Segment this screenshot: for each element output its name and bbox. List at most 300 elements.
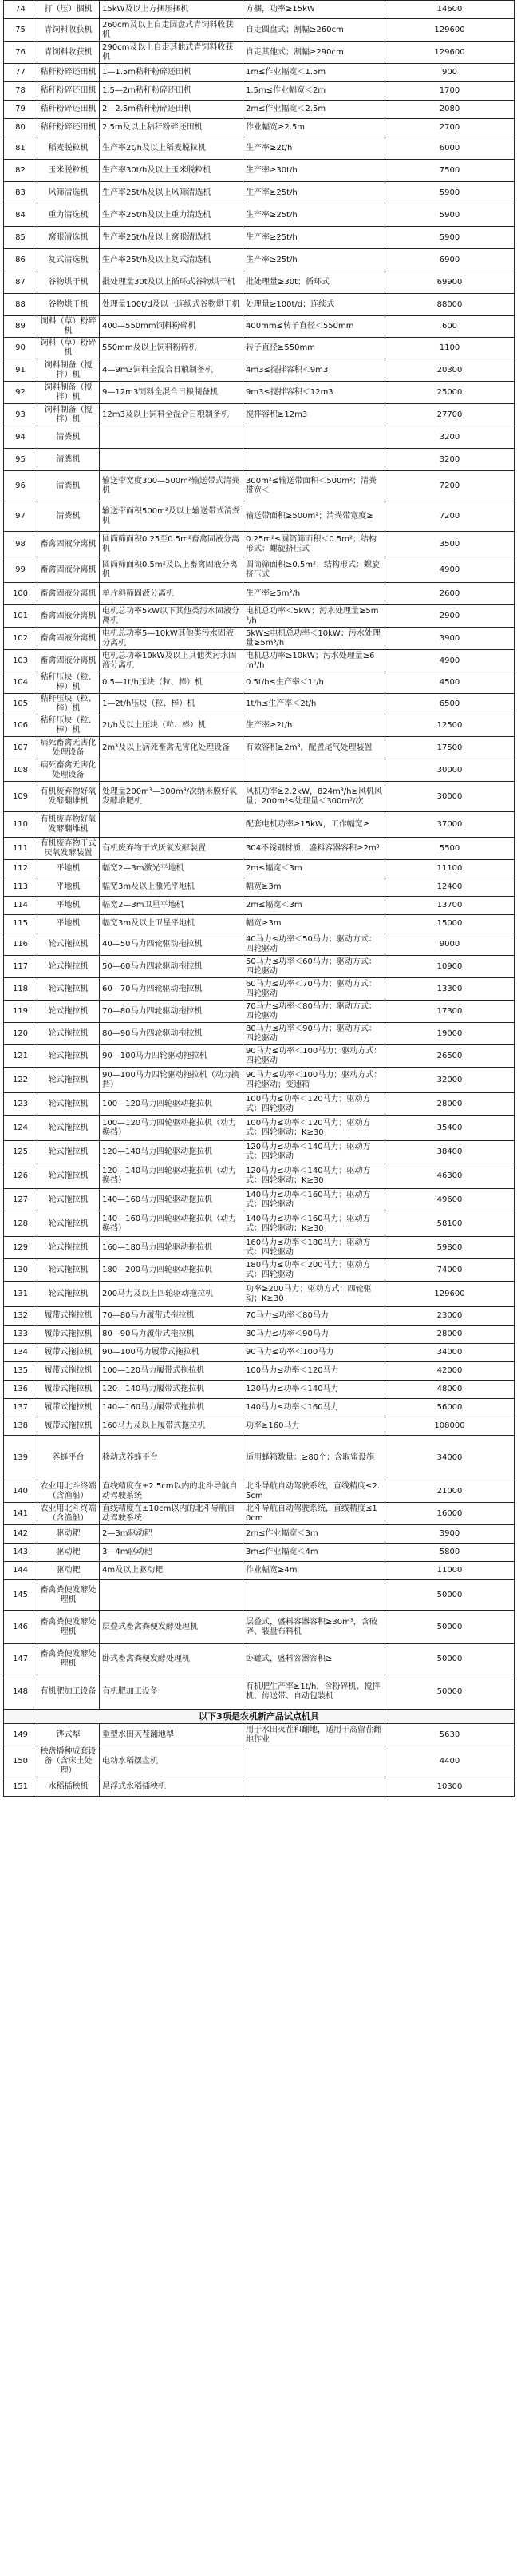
- item-name-cell: 批处理量30t及以上循环式谷物烘干机: [100, 271, 243, 294]
- item-name-cell: 幅宽3m及以上卫星平地机: [100, 915, 243, 933]
- table-row: [4, 227, 515, 249]
- spec-cell: 9m3≤搅拌容积＜12m3: [243, 382, 385, 404]
- row-number: 121: [4, 1045, 37, 1068]
- item-name-cell: 12m3及以上饲料全混合日粮制备机: [100, 404, 243, 426]
- table-row: [4, 1045, 515, 1068]
- table-row: [4, 1, 515, 19]
- spec-cell: 2m≤幅宽＜3m: [243, 860, 385, 878]
- table-row: [4, 878, 515, 897]
- spec-cell: [243, 449, 385, 471]
- spec-cell: 1m≤作业幅宽＜1.5m: [243, 64, 385, 82]
- spec-cell: 作业幅宽≥2.5m: [243, 119, 385, 137]
- table-body: [4, 1, 515, 1797]
- price-cell: 34000: [385, 1436, 515, 1480]
- item-name-cell: 180—200马力四轮驱动拖拉机: [100, 1259, 243, 1282]
- price-cell: 30000: [385, 759, 515, 782]
- item-name-cell: [100, 812, 243, 838]
- row-number: 83: [4, 182, 37, 204]
- item-name-cell: 200马力及以上四轮驱动拖拉机: [100, 1282, 243, 1307]
- row-number: 85: [4, 227, 37, 249]
- row-number: 122: [4, 1068, 37, 1093]
- item-name-cell: 80—90马力履带式拖拉机: [100, 1326, 243, 1344]
- row-number: 149: [4, 1724, 37, 1746]
- item-name-cell: 100—120马力四轮驱动拖拉机: [100, 1093, 243, 1116]
- category-cell: 畜禽粪便发酵处理机: [37, 1580, 100, 1611]
- category-cell: 履带式拖拉机: [37, 1399, 100, 1417]
- item-name-cell: 70—80马力履带式拖拉机: [100, 1307, 243, 1326]
- price-cell: 32000: [385, 1068, 515, 1093]
- spec-cell: 80马力≤功率＜90马力: [243, 1326, 385, 1344]
- price-cell: 3200: [385, 449, 515, 471]
- price-cell: 15000: [385, 915, 515, 933]
- item-name-cell: [100, 426, 243, 449]
- price-cell: 4400: [385, 1746, 515, 1777]
- item-name-cell: 幅宽3m及以上激光平地机: [100, 878, 243, 897]
- spec-cell: 70马力≤功率＜80马力: [243, 1307, 385, 1326]
- spec-cell: 适用蜂箱数量：≥80个；含取蜜设施: [243, 1436, 385, 1480]
- price-cell: 50000: [385, 1611, 515, 1644]
- category-cell: 平地机: [37, 897, 100, 915]
- price-cell: 16000: [385, 1503, 515, 1525]
- item-name-cell: 90—100马力履带式拖拉机: [100, 1344, 243, 1362]
- table-row: [4, 897, 515, 915]
- table-row: [4, 82, 515, 101]
- row-number: 151: [4, 1777, 37, 1797]
- table-row: [4, 1211, 515, 1237]
- category-cell: 清粪机: [37, 501, 100, 532]
- price-cell: 17500: [385, 737, 515, 759]
- spec-cell: 70马力≤功率＜80马力；驱动方式：四轮驱动: [243, 1001, 385, 1023]
- row-number: 127: [4, 1189, 37, 1211]
- row-number: 109: [4, 782, 37, 812]
- spec-cell: 幅宽≥3m: [243, 915, 385, 933]
- category-cell: 轮式拖拉机: [37, 933, 100, 956]
- item-name-cell: 400—550mm饲料粉碎机: [100, 316, 243, 338]
- item-name-cell: 幅宽2—3m激光平地机: [100, 860, 243, 878]
- row-number: 101: [4, 605, 37, 628]
- table-row: [4, 915, 515, 933]
- spec-cell: 搅拌容积≥12m3: [243, 404, 385, 426]
- spec-cell: 作业幅宽≥4m: [243, 1562, 385, 1580]
- table-row: [4, 42, 515, 64]
- price-cell: 74000: [385, 1259, 515, 1282]
- category-cell: 有机肥加工设备: [37, 1674, 100, 1710]
- row-number: 118: [4, 978, 37, 1001]
- price-cell: 3500: [385, 532, 515, 557]
- table-row: [4, 1093, 515, 1116]
- spec-cell: 输送带面积≥500m²；清粪带宽度≥: [243, 501, 385, 532]
- price-cell: 50000: [385, 1580, 515, 1611]
- category-cell: 病死畜禽无害化处理设备: [37, 737, 100, 759]
- row-number: 92: [4, 382, 37, 404]
- row-number: 115: [4, 915, 37, 933]
- spec-cell: 60马力≤功率＜70马力；驱动方式：四轮驱动: [243, 978, 385, 1001]
- price-cell: 46300: [385, 1163, 515, 1189]
- category-cell: 秸秆粉碎还田机: [37, 101, 100, 119]
- table-row: [4, 19, 515, 42]
- row-number: 125: [4, 1141, 37, 1163]
- item-name-cell: 9—12m3饲料全混合日粮制备机: [100, 382, 243, 404]
- table-row: [4, 1417, 515, 1436]
- table-row: [4, 1141, 515, 1163]
- price-cell: 27700: [385, 404, 515, 426]
- category-cell: 轮式拖拉机: [37, 1211, 100, 1237]
- table-row: [4, 1562, 515, 1580]
- item-name-cell: [100, 449, 243, 471]
- category-cell: 水稻插秧机: [37, 1777, 100, 1797]
- price-cell: 6000: [385, 137, 515, 160]
- item-name-cell: 120—140马力四轮驱动拖拉机: [100, 1141, 243, 1163]
- item-name-cell: 0.5—1t/h压块（粒、棒）机: [100, 672, 243, 694]
- row-number: 145: [4, 1580, 37, 1611]
- category-cell: 平地机: [37, 915, 100, 933]
- row-number: 78: [4, 82, 37, 101]
- price-cell: 13300: [385, 978, 515, 1001]
- price-cell: 28000: [385, 1326, 515, 1344]
- row-number: 144: [4, 1562, 37, 1580]
- row-number: 107: [4, 737, 37, 759]
- table-row: [4, 137, 515, 160]
- item-name-cell: 160—180马力四轮驱动拖拉机: [100, 1237, 243, 1259]
- price-cell: 2900: [385, 605, 515, 628]
- price-cell: 4900: [385, 650, 515, 672]
- spec-cell: 生产率≥25t/h: [243, 227, 385, 249]
- item-name-cell: 圆筒筛面积0.5m²及以上畜禽固液分离机: [100, 557, 243, 583]
- price-cell: 21000: [385, 1480, 515, 1503]
- item-name-cell: 140—160马力履带式拖拉机: [100, 1399, 243, 1417]
- spec-cell: 功率≥160马力: [243, 1417, 385, 1436]
- item-name-cell: 120—140马力履带式拖拉机: [100, 1381, 243, 1399]
- item-name-cell: 直线精度在±2.5cm以内的北斗导航自动驾驶系统: [100, 1480, 243, 1503]
- category-cell: 平地机: [37, 860, 100, 878]
- item-name-cell: 电机总功率5—10kW其他类污水固液分离机: [100, 628, 243, 650]
- category-cell: 谷物烘干机: [37, 271, 100, 294]
- item-name-cell: 输送带面积500m²及以上输送带式清粪机: [100, 501, 243, 532]
- item-name-cell: 处理量200m³—300m³/次纳米膜好氧发酵堆肥机: [100, 782, 243, 812]
- spec-cell: [243, 1777, 385, 1797]
- spec-cell: 幅宽≥3m: [243, 878, 385, 897]
- item-name-cell: 生产率25t/h及以上窝眼清选机: [100, 227, 243, 249]
- price-cell: 42000: [385, 1362, 515, 1381]
- table-row: [4, 650, 515, 672]
- row-number: 119: [4, 1001, 37, 1023]
- category-cell: 畜禽固液分离机: [37, 532, 100, 557]
- spec-cell: 90马力≤功率＜100马力；驱动方式：四轮驱动: [243, 1045, 385, 1068]
- category-cell: 风筛清选机: [37, 182, 100, 204]
- row-number: 143: [4, 1544, 37, 1562]
- spec-cell: 100马力≤功率＜120马力: [243, 1362, 385, 1381]
- row-number: 123: [4, 1093, 37, 1116]
- row-number: 94: [4, 426, 37, 449]
- table-row: [4, 1644, 515, 1674]
- price-cell: 3900: [385, 1525, 515, 1544]
- spec-cell: 圆筒筛面积≥0.5m²；结构形式：螺旋挤压式: [243, 557, 385, 583]
- category-cell: 有机废弃物好氧发酵翻堆机: [37, 782, 100, 812]
- category-cell: 履带式拖拉机: [37, 1307, 100, 1326]
- spec-cell: 生产率≥30t/h: [243, 160, 385, 182]
- category-cell: 驱动耙: [37, 1525, 100, 1544]
- row-number: 139: [4, 1436, 37, 1480]
- category-cell: 畜禽固液分离机: [37, 605, 100, 628]
- row-number: 93: [4, 404, 37, 426]
- row-number: 84: [4, 204, 37, 227]
- spec-cell: 风机功率≥2.2kW，824m³/h≥风机风量；200m³≤处理量＜300m³/次: [243, 782, 385, 812]
- spec-cell: 功率≥200马力；驱动方式：四轮驱动；K≥30: [243, 1282, 385, 1307]
- category-cell: 清粪机: [37, 471, 100, 501]
- price-cell: 600: [385, 316, 515, 338]
- spec-cell: 0.25m²≤圆筒筛面积＜0.5m²；结构形式：螺旋挤压式: [243, 532, 385, 557]
- spec-cell: [243, 1580, 385, 1611]
- section-row: [4, 1710, 515, 1724]
- item-name-cell: 生产率30t/h及以上玉米脱粒机: [100, 160, 243, 182]
- item-name-cell: 100—120马力四轮驱动拖拉机（动力换挡）: [100, 1116, 243, 1141]
- price-cell: 17300: [385, 1001, 515, 1023]
- spec-cell: 3m≤作业幅宽＜4m: [243, 1544, 385, 1562]
- price-cell: 56000: [385, 1399, 515, 1417]
- item-name-cell: 移动式养蜂平台: [100, 1436, 243, 1480]
- price-cell: 5900: [385, 204, 515, 227]
- price-cell: 5500: [385, 838, 515, 860]
- price-cell: 14600: [385, 1, 515, 19]
- row-number: 76: [4, 42, 37, 64]
- category-cell: 轮式拖拉机: [37, 1237, 100, 1259]
- table-row: [4, 672, 515, 694]
- category-cell: 饲料（草）粉碎机: [37, 316, 100, 338]
- price-cell: 20300: [385, 359, 515, 382]
- table-row: [4, 1282, 515, 1307]
- price-cell: 58100: [385, 1211, 515, 1237]
- table-row: [4, 1237, 515, 1259]
- row-number: 110: [4, 812, 37, 838]
- item-name-cell: 电机总功率5kW以下其他类污水固液分离机: [100, 605, 243, 628]
- spec-cell: 电机总功率＜5kW；污水处理量≥5m³/h: [243, 605, 385, 628]
- category-cell: 畜禽粪便发酵处理机: [37, 1611, 100, 1644]
- table-row: [4, 933, 515, 956]
- spec-cell: 160马力≤功率＜180马力；驱动方式：四轮驱动: [243, 1237, 385, 1259]
- item-name-cell: 140—160马力四轮驱动拖拉机（动力换挡）: [100, 1211, 243, 1237]
- table-row: [4, 1023, 515, 1045]
- category-cell: 驱动耙: [37, 1544, 100, 1562]
- category-cell: 轮式拖拉机: [37, 1068, 100, 1093]
- price-cell: 50000: [385, 1674, 515, 1710]
- table-row: [4, 382, 515, 404]
- category-cell: 农业用北斗终端（含渔船）: [37, 1480, 100, 1503]
- category-cell: 青饲料收获机: [37, 42, 100, 64]
- item-name-cell: 生产率25t/h及以上复式清选机: [100, 249, 243, 271]
- table-row: [4, 1777, 515, 1797]
- price-cell: 37000: [385, 812, 515, 838]
- row-number: 81: [4, 137, 37, 160]
- row-number: 135: [4, 1362, 37, 1381]
- spec-cell: 层叠式，盛料容器容积≥30m³，含破碎、装盘布料机: [243, 1611, 385, 1644]
- item-name-cell: 层叠式畜禽粪便发酵处理机: [100, 1611, 243, 1644]
- price-cell: 11000: [385, 1562, 515, 1580]
- price-cell: 1700: [385, 82, 515, 101]
- table-row: [4, 1580, 515, 1611]
- spec-cell: 100马力≤功率＜120马力；驱动方式：四轮驱动；K≥30: [243, 1116, 385, 1141]
- row-number: 86: [4, 249, 37, 271]
- price-cell: 12400: [385, 878, 515, 897]
- spec-cell: 自走其他式；割幅≥290cm: [243, 42, 385, 64]
- spec-cell: 400mm≤转子直径＜550mm: [243, 316, 385, 338]
- row-number: 148: [4, 1674, 37, 1710]
- item-name-cell: 悬浮式水稻插秧机: [100, 1777, 243, 1797]
- item-name-cell: 有机废弃物干式厌氧发酵装置: [100, 838, 243, 860]
- row-number: 75: [4, 19, 37, 42]
- row-number: 133: [4, 1326, 37, 1344]
- spec-cell: [243, 759, 385, 782]
- category-cell: 轮式拖拉机: [37, 1141, 100, 1163]
- row-number: 97: [4, 501, 37, 532]
- row-number: 147: [4, 1644, 37, 1674]
- row-number: 137: [4, 1399, 37, 1417]
- item-name-cell: 2—3m驱动耙: [100, 1525, 243, 1544]
- table-row: [4, 471, 515, 501]
- row-number: 129: [4, 1237, 37, 1259]
- spec-cell: 4m3≤搅拌容积＜9m3: [243, 359, 385, 382]
- category-cell: 重力清选机: [37, 204, 100, 227]
- row-number: 104: [4, 672, 37, 694]
- table-row: [4, 628, 515, 650]
- row-number: 79: [4, 101, 37, 119]
- row-number: 130: [4, 1259, 37, 1282]
- table-row: [4, 316, 515, 338]
- spec-cell: 生产率≥25t/h: [243, 204, 385, 227]
- item-name-cell: 电动水稻摆盘机: [100, 1746, 243, 1777]
- category-cell: 履带式拖拉机: [37, 1417, 100, 1436]
- category-cell: 窝眼清选机: [37, 227, 100, 249]
- category-cell: 饲料制备（搅拌）机: [37, 404, 100, 426]
- item-name-cell: 90—100马力四轮驱动拖拉机: [100, 1045, 243, 1068]
- table-row: [4, 860, 515, 878]
- table-row: [4, 1116, 515, 1141]
- price-cell: 7200: [385, 501, 515, 532]
- table-row: [4, 1611, 515, 1644]
- spec-cell: 有机肥生产率≥1t/h，含粉碎机、搅拌机、传送带、自动包装机: [243, 1674, 385, 1710]
- spec-cell: 转子直径≥550mm: [243, 338, 385, 359]
- item-name-cell: 重型水田灭茬翻地犁: [100, 1724, 243, 1746]
- item-name-cell: 卧式畜禽粪便发酵处理机: [100, 1644, 243, 1674]
- table-row: [4, 694, 515, 715]
- table-row: [4, 1544, 515, 1562]
- item-name-cell: 电机总功率10kW及以上其他类污水固液分离机: [100, 650, 243, 672]
- table-row: [4, 1189, 515, 1211]
- row-number: 95: [4, 449, 37, 471]
- spec-cell: 100马力≤功率＜120马力；驱动方式：四轮驱动: [243, 1093, 385, 1116]
- price-cell: 28000: [385, 1093, 515, 1116]
- table-row: [4, 737, 515, 759]
- row-number: 112: [4, 860, 37, 878]
- spec-cell: 生产率≥25t/h: [243, 182, 385, 204]
- spec-cell: 180马力≤功率＜200马力；驱动方式：四轮驱动: [243, 1259, 385, 1282]
- table-row: [4, 956, 515, 978]
- category-cell: 有机废弃物好氧发酵翻堆机: [37, 812, 100, 838]
- table-row: [4, 715, 515, 737]
- spec-cell: 5kW≤电机总功率＜10kW；污水处理量≥5m³/h: [243, 628, 385, 650]
- spec-cell: 北斗导航自动驾驶系统，直线精度≤10cm: [243, 1503, 385, 1525]
- spec-cell: 120马力≤功率＜140马力: [243, 1381, 385, 1399]
- table-row: [4, 294, 515, 316]
- spec-cell: 1.5m≤作业幅宽＜2m: [243, 82, 385, 101]
- category-cell: 谷物烘干机: [37, 294, 100, 316]
- table-row: [4, 978, 515, 1001]
- spec-cell: 批处理量≥30t；循环式: [243, 271, 385, 294]
- price-cell: 34000: [385, 1344, 515, 1362]
- price-cell: 5900: [385, 182, 515, 204]
- item-name-cell: 生产率25t/h及以上重力清选机: [100, 204, 243, 227]
- price-cell: 69900: [385, 271, 515, 294]
- price-cell: 129600: [385, 1282, 515, 1307]
- category-cell: 轮式拖拉机: [37, 1163, 100, 1189]
- row-number: 103: [4, 650, 37, 672]
- item-name-cell: 生产率25t/h及以上风筛清选机: [100, 182, 243, 204]
- category-cell: 稻麦脱粒机: [37, 137, 100, 160]
- row-number: 74: [4, 1, 37, 19]
- item-name-cell: 2.5m及以上秸秆粉碎还田机: [100, 119, 243, 137]
- price-cell: 10900: [385, 956, 515, 978]
- spec-cell: 北斗导航自动驾驶系统，直线精度≤2.5cm: [243, 1480, 385, 1503]
- spec-cell: 2m≤幅宽＜3m: [243, 897, 385, 915]
- row-number: 82: [4, 160, 37, 182]
- price-cell: 5900: [385, 227, 515, 249]
- spec-cell: 配套电机功率≥15kW，工作幅宽≥: [243, 812, 385, 838]
- row-number: 98: [4, 532, 37, 557]
- price-cell: 48000: [385, 1381, 515, 1399]
- price-cell: 19000: [385, 1023, 515, 1045]
- item-name-cell: 15kW及以上方捆压捆机: [100, 1, 243, 19]
- table-row: [4, 64, 515, 82]
- category-cell: 秸秆粉碎还田机: [37, 82, 100, 101]
- table-row: [4, 426, 515, 449]
- table-row: [4, 1163, 515, 1189]
- item-name-cell: 100—120马力履带式拖拉机: [100, 1362, 243, 1381]
- category-cell: 驱动耙: [37, 1562, 100, 1580]
- item-name-cell: 2—2.5m秸秆粉碎还田机: [100, 101, 243, 119]
- row-number: 108: [4, 759, 37, 782]
- category-cell: 秸秆压块（粒、棒）机: [37, 715, 100, 737]
- category-cell: 秧盘播种成套设备（含床土处理）: [37, 1746, 100, 1777]
- price-cell: 129600: [385, 42, 515, 64]
- category-cell: 秸秆粉碎还田机: [37, 119, 100, 137]
- price-cell: 2700: [385, 119, 515, 137]
- table-row: [4, 759, 515, 782]
- spec-cell: 生产率≥2t/h: [243, 137, 385, 160]
- row-number: 116: [4, 933, 37, 956]
- item-name-cell: 2t/h及以上压块（粒、棒）机: [100, 715, 243, 737]
- price-cell: 2600: [385, 583, 515, 605]
- table-row: [4, 532, 515, 557]
- category-cell: 秸秆压块（粒、棒）机: [37, 672, 100, 694]
- spec-cell: [243, 1746, 385, 1777]
- category-cell: 履带式拖拉机: [37, 1362, 100, 1381]
- item-name-cell: 140—160马力四轮驱动拖拉机: [100, 1189, 243, 1211]
- price-cell: 2080: [385, 101, 515, 119]
- row-number: 142: [4, 1525, 37, 1544]
- table-row: [4, 101, 515, 119]
- table-row: [4, 1362, 515, 1381]
- table-row: [4, 404, 515, 426]
- table-row: [4, 1259, 515, 1282]
- item-name-cell: 输送带宽度300—500m²输送带式清粪机: [100, 471, 243, 501]
- spec-cell: 0.5t/h≤生产率＜1t/h: [243, 672, 385, 694]
- row-number: 128: [4, 1211, 37, 1237]
- table-row: [4, 1724, 515, 1746]
- row-number: 77: [4, 64, 37, 82]
- table-row: [4, 338, 515, 359]
- item-name-cell: 260cm及以上自走圆盘式青饲料收获机: [100, 19, 243, 42]
- spec-cell: 80马力≤功率＜90马力；驱动方式：四轮驱动: [243, 1023, 385, 1045]
- category-cell: 履带式拖拉机: [37, 1344, 100, 1362]
